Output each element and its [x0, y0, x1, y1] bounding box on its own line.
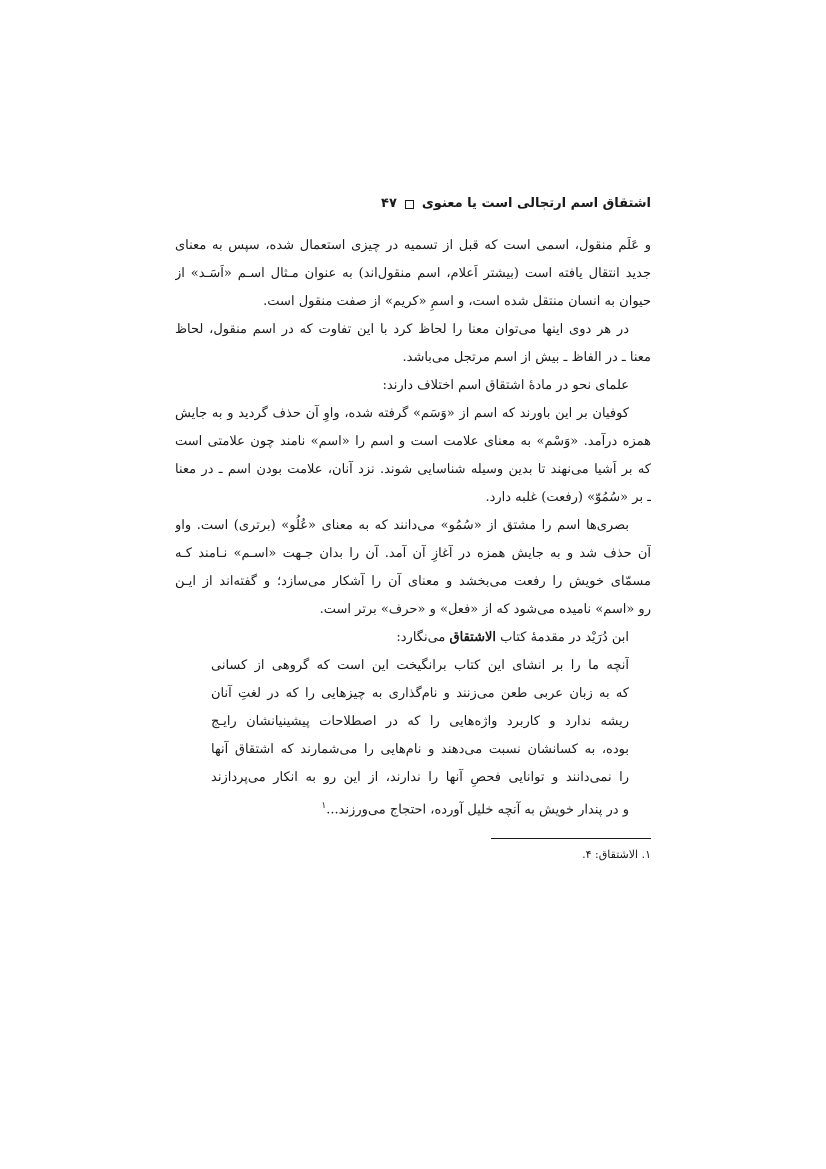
- footnote-divider: [491, 838, 651, 839]
- quote-line-4: بوده، به کسانشان نسبت می‌دهند و نام‌هایی را می‌شمارند که اشتقاق آنها: [211, 742, 629, 757]
- book-title-term: الاشتقاق: [449, 630, 497, 645]
- quote-line-3: ریشه ندارد و کاربرد واژه‌هایی را که در اصطلاحات پیشینیانشان رایـج: [211, 714, 629, 729]
- paragraph-4-line-2: همزه درآمد. «وَسْم» به معنای علامت است و اسم را «اسم» نامند چون علامتی است: [175, 434, 651, 449]
- quote-line-6: [211, 792, 629, 820]
- footnote: ۱. الاشتقاق: ۴.: [582, 848, 651, 861]
- paragraph-5-line-4: رو «اسم» نامیده می‌شود که از «فعل» و «حرف» برتر است.: [319, 602, 651, 617]
- quote-intro-before: ابن دُرَیْد در مقدمهٔ کتاب: [500, 630, 629, 645]
- paragraph-2-line-2: معنا ـ در الفاظ ـ بیش از اسم مرتجل می‌باشد.: [402, 350, 651, 365]
- paragraph-5-line-2: آن حذف شد و به جایش همزه در آغازِ آن آمد. آن را بدان جـهت «اسـم» نـامند کـه: [175, 546, 651, 561]
- quote-intro: [175, 624, 651, 652]
- paragraph-1-line-3: حیوان به انسان منتقل شده است، و اسمِ «کریم» از صفت منقول است.: [263, 294, 651, 309]
- quote-last-line-text: و در پندار خویش به آنچه خلیل آورده، احتجاج می‌ورزند...: [326, 802, 629, 818]
- running-head-title: اشتقاق اسم ارتجالی است یا معنوی: [421, 196, 651, 211]
- quote-line-5: را نمی‌دانند و توانایی فحصِ آنها را ندارند، از این رو به انکار می‌پردازند: [211, 770, 629, 785]
- paragraph-2-line-1: در هر دوی اینها می‌توان معنا را لحاظ کرد با این تفاوت که در اسم منقول، لحاظ: [175, 322, 629, 337]
- paragraph-4-line-3: که بر اَشیا می‌نهند تا بدین وسیله شناسایی شوند. نزد آنان، علامت بودن اسم ـ در معنا: [175, 462, 651, 477]
- paragraph-1-line-2: جدید انتقال یافته است (بیشتر اَعلام، اسم منقول‌اند) به عنوان مـثال اسـم «اَسَـد» از: [175, 266, 651, 281]
- paragraph-3-line-1: علمای نحو در مادهٔ اشتقاق اسم اختلاف دارند:: [382, 378, 629, 393]
- paragraph-4-line-4: ـ بر «سُمُوّ» (رفعت) غلبه دارد.: [485, 490, 651, 505]
- paragraph-5-line-3: مسمّای خویش را رفعت می‌بخشد و معنای آن را آشکار می‌سازد؛ و گفته‌اند از ایـن: [175, 574, 651, 589]
- block-quote: [175, 652, 651, 820]
- body-text: [175, 232, 651, 820]
- quote-line-1: آنچه ما را بر انشای این کتاب برانگیخت این است که گروهی از کسانی: [211, 658, 629, 673]
- book-page: [175, 186, 651, 869]
- paragraph-5-line-1: بصری‌ها اسم را مشتق از «سُمُو» می‌دانند که به معنای «عُلُو» (برتری) است. واو: [175, 518, 629, 533]
- paragraph-1-line-1: و عَلَم منقول، اسمی است که قبل از تسمیه در چیزی استعمال شده، سپس به معنای: [175, 238, 651, 253]
- square-ornament-icon: [405, 200, 414, 209]
- running-head: [175, 186, 651, 222]
- paragraph-4-line-1: کوفیان بر این باورند که اسم از «وَسَم» گرفته شده، واوِ آن حذف گردید و به جایش: [175, 406, 629, 421]
- page-number: ۴۷: [381, 196, 397, 211]
- quote-line-2: که به زبان عربی طعن می‌زنند و نام‌گذاری به چیزهایی را که در لغتِ آنان: [211, 686, 629, 701]
- footnote-marker: ۱: [321, 801, 327, 811]
- quote-intro-after: می‌نگارد:: [396, 630, 446, 645]
